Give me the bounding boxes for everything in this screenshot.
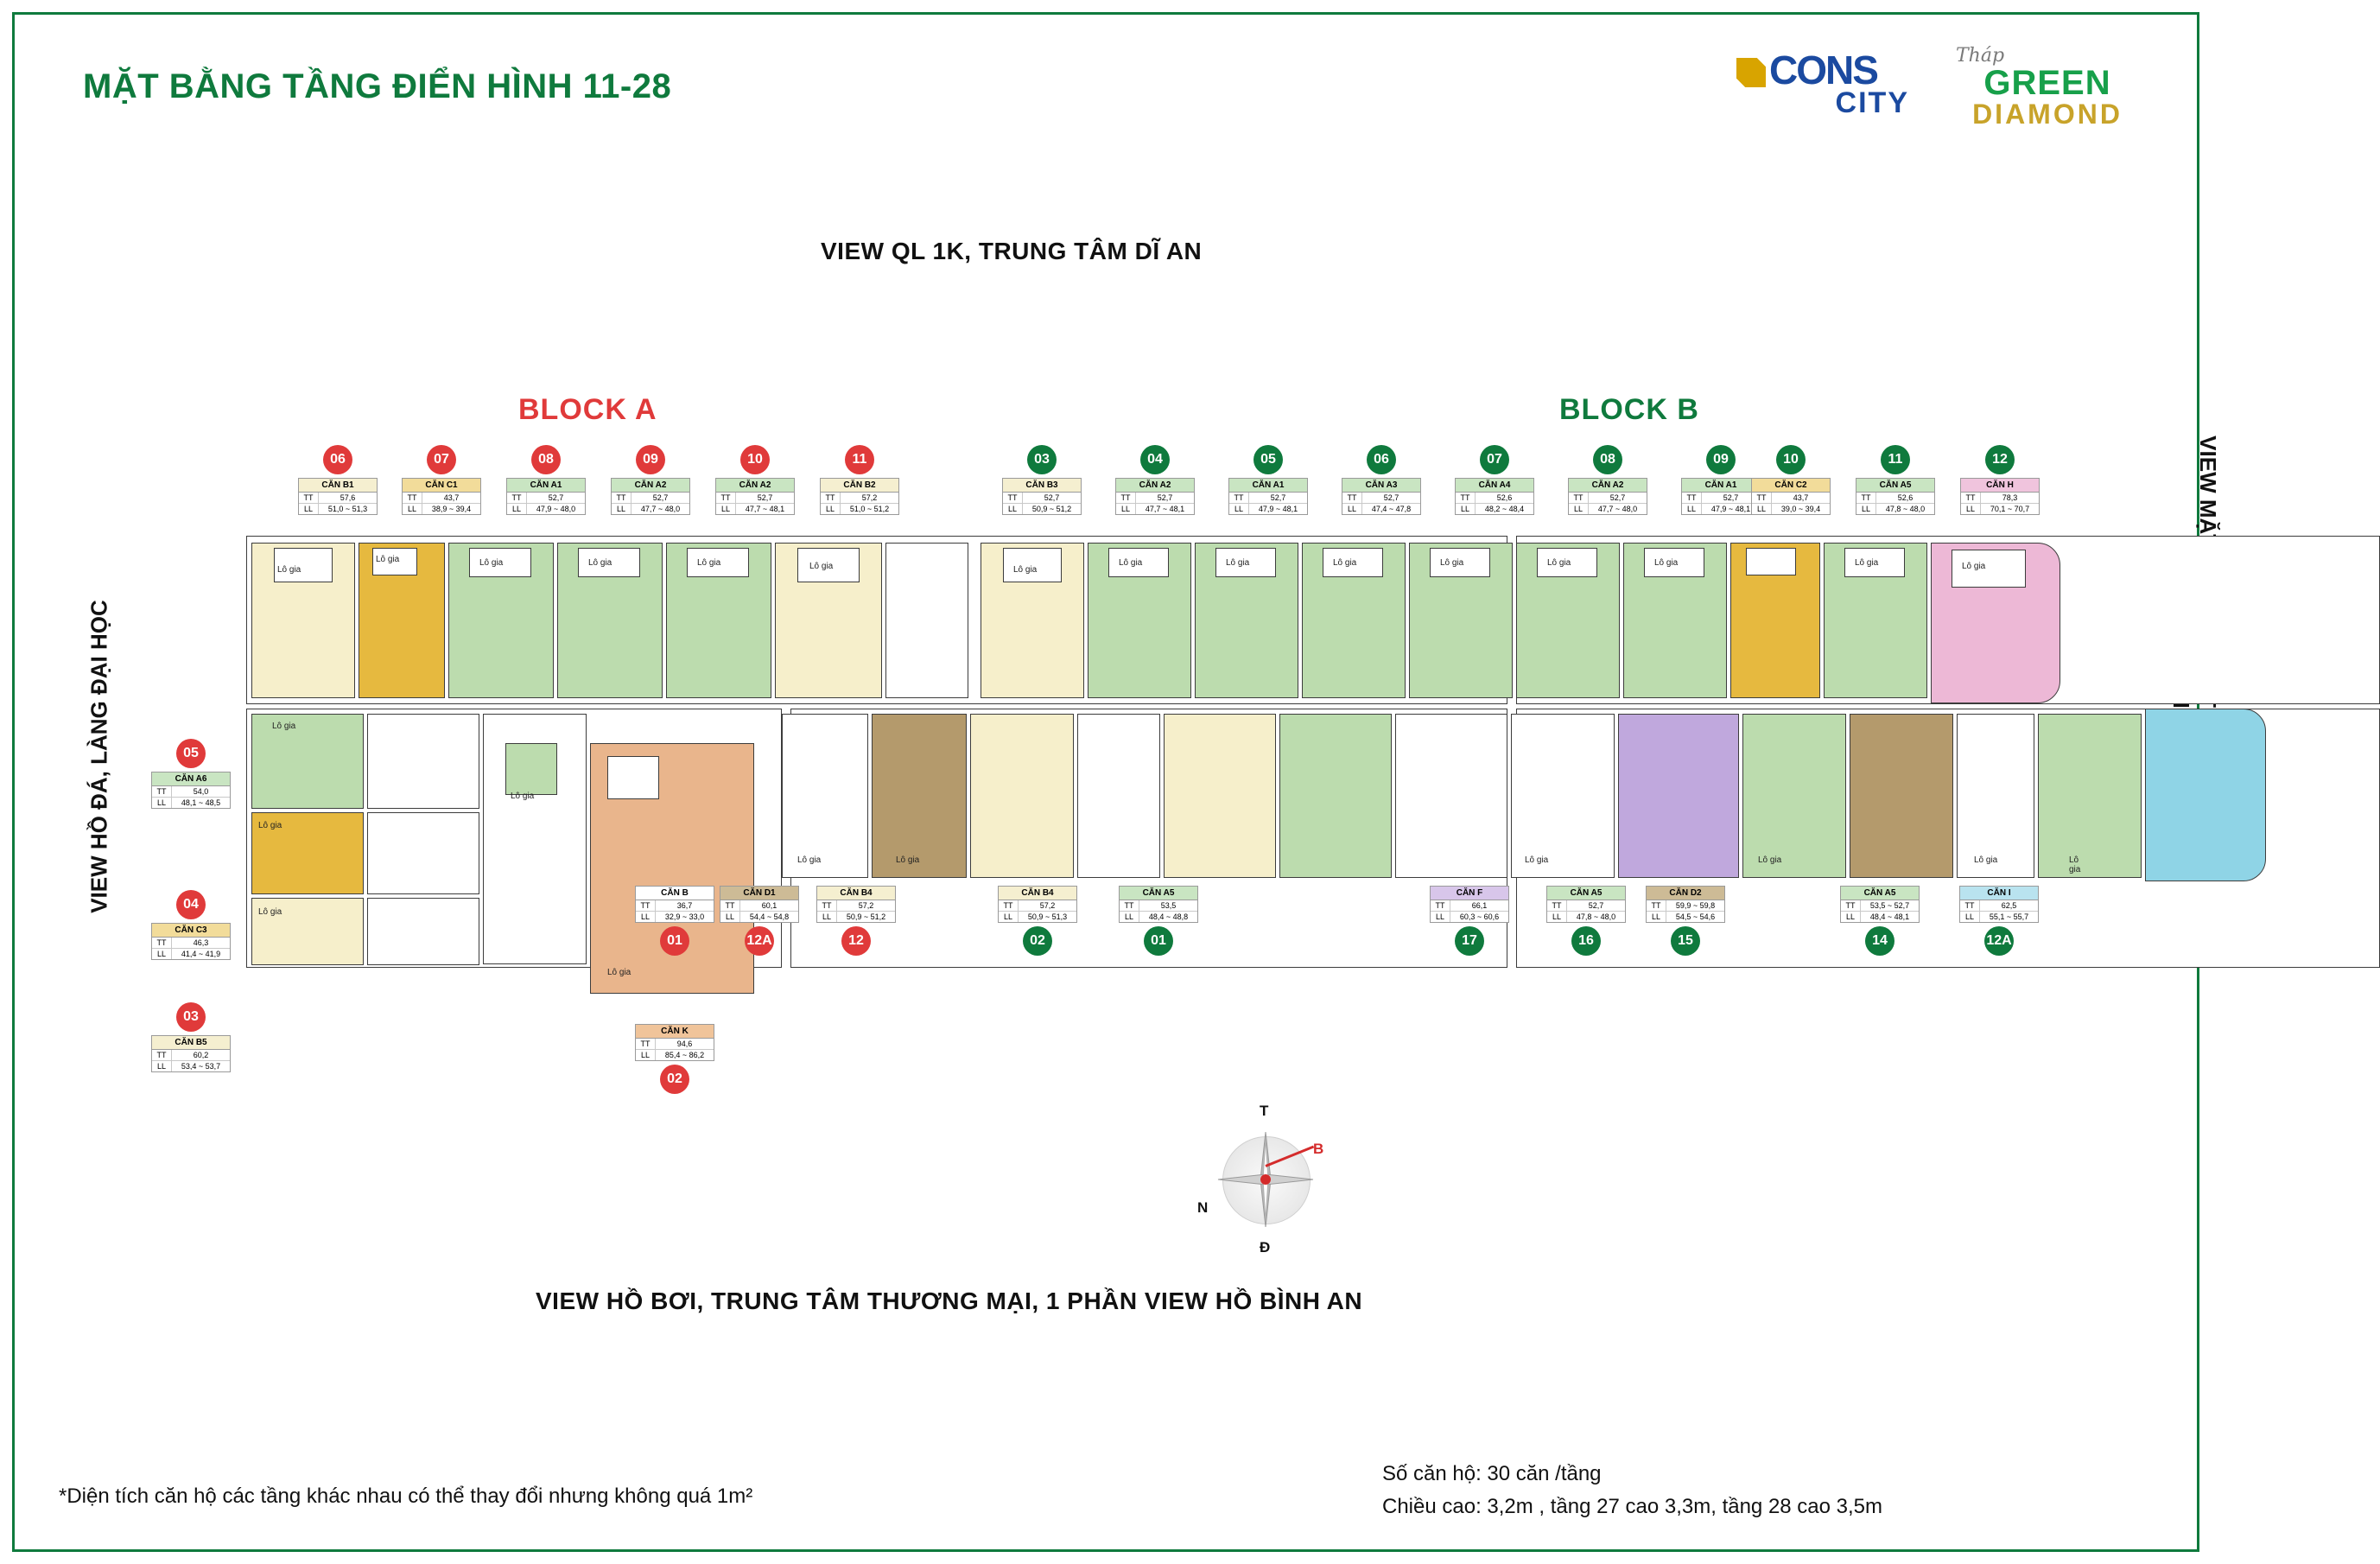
ll-label: LL [152, 1061, 172, 1071]
ll-label: LL [1456, 504, 1476, 514]
balcony-label: Lô gia [1013, 565, 1038, 575]
tt-value: 94,6 [676, 1039, 693, 1048]
ll-value: 51,0 ~ 51,2 [849, 505, 890, 513]
unit-number: 03 [1027, 445, 1057, 474]
tt-value: 52,7 [1723, 493, 1739, 502]
ll-value: 48,1 ~ 48,5 [181, 798, 221, 807]
unit-card[interactable] [1681, 445, 1761, 515]
ll-value: 54,5 ~ 54,6 [1675, 912, 1716, 921]
unit-number: 12 [841, 926, 871, 956]
ll-value: 47,7 ~ 48,0 [1597, 505, 1638, 513]
unit-number: 06 [1367, 445, 1396, 474]
unit-name: CĂN A2 [612, 479, 689, 493]
unit-name: CĂN B2 [821, 479, 898, 493]
ll-value: 50,9 ~ 51,2 [1031, 505, 1072, 513]
ll-label: LL [1682, 504, 1702, 514]
unit-card[interactable] [998, 886, 1077, 956]
tt-label: TT [999, 900, 1019, 911]
tt-value: 43,7 [443, 493, 460, 502]
unit-name: CĂN C2 [1752, 479, 1830, 493]
tt-label: TT [1960, 900, 1980, 911]
tt-value: 78,3 [2002, 493, 2018, 502]
unit-card[interactable] [298, 445, 378, 515]
unit-name: CĂN A6 [152, 772, 230, 786]
tt-value: 36,7 [676, 901, 693, 910]
unit-card[interactable] [635, 886, 714, 956]
tt-value: 52,7 [1270, 493, 1286, 502]
balcony-label: Lô gia [797, 855, 822, 865]
unit-card[interactable] [151, 739, 231, 809]
green-diamond-logo [1944, 45, 2151, 128]
page-title: MẶT BẰNG TẦNG ĐIỂN HÌNH 11-28 [83, 67, 672, 105]
unit-name: CĂN B5 [152, 1036, 230, 1050]
unit-number: 02 [660, 1065, 689, 1094]
unit-number: 12 [1985, 445, 2015, 474]
tt-value: 57,6 [340, 493, 356, 502]
ll-value: 47,8 ~ 48,0 [1576, 912, 1616, 921]
unit-number: 09 [1706, 445, 1736, 474]
ll-label: LL [1116, 504, 1136, 514]
tt-value: 52,7 [1157, 493, 1173, 502]
unit-number: 09 [636, 445, 665, 474]
unit-number: 07 [1480, 445, 1509, 474]
unit-name: CĂN C1 [403, 479, 480, 493]
unit-card[interactable] [1115, 445, 1195, 515]
compass-label-d: Đ [1260, 1239, 1271, 1256]
compass-hub-icon [1260, 1174, 1271, 1185]
ll-label: LL [1431, 912, 1450, 922]
unit-card[interactable] [1455, 445, 1534, 515]
ll-label: LL [1342, 504, 1362, 514]
ll-value: 54,4 ~ 54,8 [749, 912, 790, 921]
bcons-logo-bottom: CITY [1835, 86, 1909, 119]
ll-label: LL [299, 504, 319, 514]
tt-value: 53,5 [1160, 901, 1177, 910]
ll-value: 47,9 ~ 48,1 [1258, 505, 1298, 513]
unit-name: CĂN A4 [1456, 479, 1533, 493]
unit-card[interactable] [635, 1024, 714, 1094]
tt-label: TT [403, 493, 422, 503]
ll-label: LL [1961, 504, 1981, 514]
unit-number: 16 [1571, 926, 1601, 956]
unit-name: CĂN A1 [1229, 479, 1307, 493]
unit-card[interactable] [151, 890, 231, 960]
unit-number: 05 [1253, 445, 1283, 474]
unit-name: CĂN A1 [507, 479, 585, 493]
unit-card[interactable] [1840, 886, 1920, 956]
balcony-label: Lô gia [809, 562, 834, 571]
ll-value: 47,9 ~ 48,0 [536, 505, 576, 513]
unit-card[interactable] [1002, 445, 1082, 515]
block-a-label: BLOCK A [518, 393, 657, 426]
ll-value: 53,4 ~ 53,7 [181, 1062, 221, 1071]
balcony-label: Lô gia [511, 792, 535, 801]
unit-number: 01 [1144, 926, 1173, 956]
balcony-label: Lô gia [1758, 855, 1782, 865]
unit-card[interactable] [151, 1002, 231, 1072]
unit-number: 03 [176, 1002, 206, 1032]
unit-card[interactable] [720, 886, 799, 956]
unit-name: CĂN D2 [1647, 887, 1724, 900]
unit-number: 08 [531, 445, 561, 474]
ll-value: 32,9 ~ 33,0 [664, 912, 705, 921]
unit-card[interactable] [816, 886, 896, 956]
tt-label: TT [636, 1039, 656, 1049]
ceiling-height-info: Chiều cao: 3,2m , tầng 27 cao 3,3m, tầng 28 cao 3,5m [1382, 1495, 1883, 1518]
compass-label-t: T [1260, 1103, 1269, 1119]
tt-label: TT [720, 900, 740, 911]
balcony-label: Lô gia [607, 968, 631, 977]
unit-name: CĂN B4 [817, 887, 895, 900]
bcons-logo-top: CONS [1769, 48, 1877, 92]
ll-label: LL [817, 912, 837, 922]
ll-label: LL [720, 912, 740, 922]
tt-value: 57,2 [858, 901, 874, 910]
unit-name: CĂN A5 [1841, 887, 1919, 900]
ll-value: 48,4 ~ 48,1 [1869, 912, 1910, 921]
unit-name: CĂN A5 [1547, 887, 1625, 900]
green-logo-thap: Tháp [1956, 45, 2005, 67]
tt-label: TT [1841, 900, 1861, 911]
block-b-label: BLOCK B [1559, 393, 1699, 426]
unit-card[interactable] [715, 445, 795, 515]
ll-value: 48,2 ~ 48,4 [1484, 505, 1525, 513]
tt-value: 60,1 [761, 901, 777, 910]
unit-name: CĂN A2 [1116, 479, 1194, 493]
compass-rose [1184, 1097, 1348, 1262]
ll-label: LL [1547, 912, 1567, 922]
unit-card[interactable] [1430, 886, 1509, 956]
unit-card[interactable] [820, 445, 899, 515]
balcony-label: Lô gia [1525, 855, 1549, 865]
balcony-label: Lô gia [258, 821, 282, 830]
tt-value: 52,7 [1383, 493, 1399, 502]
unit-name: CĂN A2 [716, 479, 794, 493]
ll-value: 47,9 ~ 48,1 [1710, 505, 1751, 513]
tt-label: TT [1116, 493, 1136, 503]
tt-label: TT [1456, 493, 1476, 503]
tt-value: 57,2 [861, 493, 878, 502]
unit-number: 08 [1593, 445, 1622, 474]
ll-label: LL [152, 798, 172, 808]
tt-value: 52,7 [1588, 901, 1604, 910]
unit-card[interactable] [1568, 445, 1647, 515]
ll-label: LL [1120, 912, 1139, 922]
unit-card[interactable] [1856, 445, 1935, 515]
tt-label: TT [1120, 900, 1139, 911]
balcony-label: Lô gia [1974, 855, 1998, 865]
unit-card[interactable] [1646, 886, 1725, 956]
tt-label: TT [817, 900, 837, 911]
ll-value: 70,1 ~ 70,7 [1990, 505, 2030, 513]
ll-label: LL [1003, 504, 1023, 514]
tt-label: TT [821, 493, 841, 503]
tt-value: 57,2 [1039, 901, 1056, 910]
unit-number: 14 [1865, 926, 1894, 956]
tt-label: TT [1752, 493, 1772, 503]
ll-value: 60,3 ~ 60,6 [1459, 912, 1500, 921]
unit-name: CĂN B1 [299, 479, 377, 493]
ll-label: LL [1569, 504, 1589, 514]
unit-number: 04 [176, 890, 206, 919]
tt-label: TT [507, 493, 527, 503]
ll-label: LL [821, 504, 841, 514]
tt-label: TT [1856, 493, 1876, 503]
unit-number: 12A [1984, 926, 2014, 956]
balcony-label: Lô gia [1440, 558, 1464, 568]
tt-label: TT [152, 938, 172, 948]
green-logo-sub: DIAMOND [1972, 99, 2123, 130]
unit-number: 07 [427, 445, 456, 474]
view-caption-bottom: VIEW HỒ BƠI, TRUNG TÂM THƯƠNG MẠI, 1 PHẦN VIEW HỒ BÌNH AN [536, 1287, 1363, 1314]
unit-name: CĂN A2 [1569, 479, 1647, 493]
tt-value: 60,2 [193, 1051, 209, 1059]
ll-label: LL [152, 949, 172, 959]
ll-label: LL [636, 912, 656, 922]
balcony-label: Lô gia [272, 722, 296, 731]
tt-label: TT [636, 900, 656, 911]
unit-card[interactable] [1342, 445, 1421, 515]
tt-label: TT [1547, 900, 1567, 911]
unit-number: 02 [1023, 926, 1052, 956]
tt-label: TT [716, 493, 736, 503]
view-caption-top: VIEW QL 1K, TRUNG TÂM DĨ AN [821, 238, 1203, 264]
balcony-label: Lô gia [1119, 558, 1143, 568]
bcons-mark-icon [1736, 58, 1766, 87]
balcony-label: Lô gia [376, 555, 400, 564]
tt-label: TT [1229, 493, 1249, 503]
unit-number: 10 [1776, 445, 1806, 474]
balcony-label: Lô gia [479, 558, 504, 568]
tt-label: TT [1003, 493, 1023, 503]
ll-label: LL [1752, 504, 1772, 514]
unit-card[interactable] [402, 445, 481, 515]
compass-label-b: B [1313, 1141, 1324, 1157]
tt-value: 52,7 [548, 493, 564, 502]
balcony-label: Lô gia [1654, 558, 1679, 568]
ll-value: 47,8 ~ 48,0 [1885, 505, 1926, 513]
balcony-label: Lô gia [1855, 558, 1879, 568]
tt-label: TT [1682, 493, 1702, 503]
unit-name: CĂN B4 [999, 887, 1076, 900]
ll-label: LL [636, 1050, 656, 1060]
tt-value: 52,6 [1496, 493, 1513, 502]
unit-name: CĂN F [1431, 887, 1508, 900]
unit-card[interactable] [506, 445, 586, 515]
unit-name: CĂN A1 [1682, 479, 1760, 493]
ll-value: 50,9 ~ 51,2 [846, 912, 886, 921]
tt-value: 66,1 [1471, 901, 1488, 910]
ll-value: 39,0 ~ 39,4 [1780, 505, 1821, 513]
unit-number: 05 [176, 739, 206, 768]
compass-label-n: N [1197, 1199, 1209, 1216]
ll-label: LL [716, 504, 736, 514]
tt-label: TT [152, 1050, 172, 1060]
unit-number: 06 [323, 445, 352, 474]
ll-value: 41,4 ~ 41,9 [181, 950, 221, 958]
unit-name: CĂN B [636, 887, 714, 900]
unit-number: 12A [745, 926, 774, 956]
unit-card[interactable] [611, 445, 690, 515]
unit-card[interactable] [1228, 445, 1308, 515]
ll-value: 51,0 ~ 51,3 [327, 505, 368, 513]
tt-label: TT [299, 493, 319, 503]
tt-value: 59,9 ~ 59,8 [1675, 901, 1716, 910]
tt-value: 52,7 [652, 493, 669, 502]
area-footnote: *Diện tích căn hộ các tầng khác nhau có thể thay đổi nhưng không quá 1m² [59, 1485, 753, 1508]
tt-value: 52,7 [1044, 493, 1060, 502]
unit-card[interactable] [1119, 886, 1198, 956]
tt-value: 52,7 [757, 493, 773, 502]
ll-value: 48,4 ~ 48,8 [1148, 912, 1189, 921]
tt-label: TT [1961, 493, 1981, 503]
balcony-label: Lô gia [2069, 855, 2081, 874]
balcony-label: Lô gia [588, 558, 612, 568]
tt-value: 62,5 [2001, 901, 2017, 910]
unit-number: 17 [1455, 926, 1484, 956]
unit-number: 15 [1671, 926, 1700, 956]
ll-label: LL [507, 504, 527, 514]
unit-name: CĂN K [636, 1025, 714, 1039]
tt-value: 46,3 [193, 938, 209, 947]
balcony-label: Lô gia [1226, 558, 1250, 568]
green-logo-main: GREEN [1983, 64, 2111, 102]
unit-number: 11 [845, 445, 874, 474]
balcony-label: Lô gia [1547, 558, 1571, 568]
ll-label: LL [1960, 912, 1980, 922]
ll-value: 38,9 ~ 39,4 [431, 505, 472, 513]
ll-value: 85,4 ~ 86,2 [664, 1051, 705, 1059]
unit-name: CĂN B3 [1003, 479, 1081, 493]
unit-number: 10 [740, 445, 770, 474]
ll-label: LL [612, 504, 631, 514]
tt-label: TT [1431, 900, 1450, 911]
ll-value: 55,1 ~ 55,7 [1989, 912, 2029, 921]
unit-number: 04 [1140, 445, 1170, 474]
ll-value: 47,7 ~ 48,1 [1145, 505, 1185, 513]
tt-value: 52,6 [1897, 493, 1914, 502]
unit-name: CĂN C3 [152, 924, 230, 938]
ll-label: LL [1856, 504, 1876, 514]
unit-name: CĂN H [1961, 479, 2039, 493]
view-caption-left: VIEW HỒ ĐÁ, LÀNG ĐẠI HỌC [86, 600, 112, 913]
ll-value: 47,7 ~ 48,0 [640, 505, 681, 513]
ll-value: 47,7 ~ 48,1 [745, 505, 785, 513]
tt-value: 53,5 ~ 52,7 [1869, 901, 1910, 910]
unit-card[interactable] [1751, 445, 1831, 515]
ll-label: LL [403, 504, 422, 514]
ll-label: LL [1841, 912, 1861, 922]
balcony-label: Lô gia [1962, 562, 1986, 571]
balcony-label: Lô gia [697, 558, 721, 568]
ll-label: LL [999, 912, 1019, 922]
tt-value: 52,7 [1609, 493, 1626, 502]
unit-number: 01 [660, 926, 689, 956]
ll-value: 50,9 ~ 51,3 [1027, 912, 1068, 921]
ll-label: LL [1229, 504, 1249, 514]
unit-card[interactable] [1546, 886, 1626, 956]
unit-name: CĂN A3 [1342, 479, 1420, 493]
tt-label: TT [1342, 493, 1362, 503]
unit-name: CĂN D1 [720, 887, 798, 900]
balcony-label: Lô gia [277, 565, 301, 575]
unit-name: CĂN I [1960, 887, 2038, 900]
balcony-label: Lô gia [896, 855, 920, 865]
unit-name: CĂN A5 [1856, 479, 1934, 493]
unit-number: 11 [1881, 445, 1910, 474]
ll-value: 47,4 ~ 47,8 [1371, 505, 1412, 513]
tt-label: TT [1569, 493, 1589, 503]
unit-name: CĂN A5 [1120, 887, 1197, 900]
unit-card[interactable] [1960, 445, 2040, 515]
tt-label: TT [612, 493, 631, 503]
balcony-label: Lô gia [1333, 558, 1357, 568]
tt-value: 43,7 [1793, 493, 1809, 502]
tt-label: TT [152, 786, 172, 797]
apartment-count-info: Số căn hộ: 30 căn /tầng [1382, 1462, 1602, 1485]
balcony-label: Lô gia [258, 907, 282, 917]
tt-label: TT [1647, 900, 1666, 911]
ll-label: LL [1647, 912, 1666, 922]
tt-value: 54,0 [193, 787, 209, 796]
bcons-city-logo [1736, 48, 1909, 121]
floor-plan-drawing [220, 536, 2081, 1141]
unit-card[interactable] [1959, 886, 2039, 956]
